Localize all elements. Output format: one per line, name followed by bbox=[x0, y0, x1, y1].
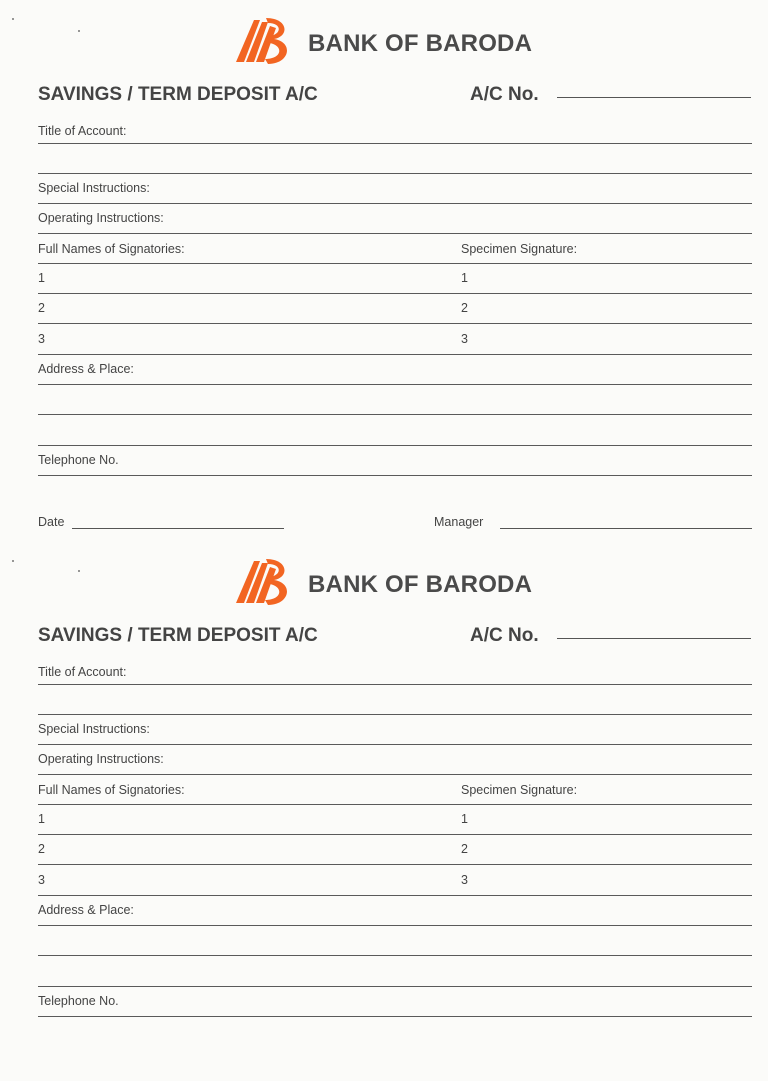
telephone-field[interactable] bbox=[38, 1016, 752, 1017]
signatory-number-2: 2 bbox=[38, 842, 45, 856]
title-of-account-field[interactable] bbox=[38, 684, 752, 685]
title-of-account-field-line-2[interactable] bbox=[38, 173, 752, 174]
signatory-2-field[interactable] bbox=[38, 864, 752, 865]
account-number-label: A/C No. bbox=[470, 84, 539, 105]
signature-number-2: 2 bbox=[461, 301, 468, 315]
special-instructions-field[interactable] bbox=[38, 744, 752, 745]
scan-speck bbox=[78, 570, 80, 572]
manager-label: Manager bbox=[434, 515, 484, 529]
title-of-account-label: Title of Account: bbox=[38, 665, 127, 679]
specimen-signature-label: Specimen Signature: bbox=[461, 783, 578, 797]
address-field-line-2[interactable] bbox=[38, 414, 752, 415]
date-field[interactable] bbox=[72, 528, 284, 529]
operating-instructions-field[interactable] bbox=[38, 233, 752, 234]
account-form-1 bbox=[0, 0, 768, 540]
title-of-account-field[interactable] bbox=[38, 143, 752, 144]
telephone-field[interactable] bbox=[38, 475, 752, 476]
signature-number-3: 3 bbox=[461, 332, 468, 346]
telephone-label: Telephone No. bbox=[38, 453, 119, 467]
address-label: Address & Place: bbox=[38, 903, 134, 917]
signature-number-1: 1 bbox=[461, 271, 468, 285]
signature-number-3: 3 bbox=[461, 873, 468, 887]
bank-name: BANK OF BARODA bbox=[308, 30, 533, 57]
form-title: SAVINGS / TERM DEPOSIT A/C bbox=[38, 625, 318, 646]
address-label: Address & Place: bbox=[38, 362, 134, 376]
signatories-header-line bbox=[38, 263, 752, 264]
signatories-header-line bbox=[38, 804, 752, 805]
title-of-account-field-line-2[interactable] bbox=[38, 714, 752, 715]
signatory-3-field[interactable] bbox=[38, 354, 752, 355]
special-instructions-label: Special Instructions: bbox=[38, 181, 150, 195]
bank-of-baroda-logo-icon bbox=[232, 555, 292, 607]
special-instructions-field[interactable] bbox=[38, 203, 752, 204]
account-number-label: A/C No. bbox=[470, 625, 539, 646]
operating-instructions-label: Operating Instructions: bbox=[38, 752, 164, 766]
scan-speck bbox=[12, 18, 14, 20]
signatories-label: Full Names of Signatories: bbox=[38, 783, 185, 797]
signatory-2-field[interactable] bbox=[38, 323, 752, 324]
signatory-1-field[interactable] bbox=[38, 834, 752, 835]
signatory-number-2: 2 bbox=[38, 301, 45, 315]
bank-name: BANK OF BARODA bbox=[308, 571, 533, 598]
account-form-2 bbox=[0, 541, 768, 1081]
address-field[interactable] bbox=[38, 384, 752, 385]
address-field-line-2[interactable] bbox=[38, 955, 752, 956]
address-field-line-3[interactable] bbox=[38, 986, 752, 987]
operating-instructions-field[interactable] bbox=[38, 774, 752, 775]
signature-number-1: 1 bbox=[461, 812, 468, 826]
signatory-number-3: 3 bbox=[38, 332, 45, 346]
signatory-1-field[interactable] bbox=[38, 293, 752, 294]
scan-speck bbox=[12, 560, 14, 562]
account-number-field[interactable] bbox=[557, 638, 751, 639]
date-label: Date bbox=[38, 515, 65, 529]
form-title: SAVINGS / TERM DEPOSIT A/C bbox=[38, 84, 318, 105]
address-field[interactable] bbox=[38, 925, 752, 926]
signatory-number-3: 3 bbox=[38, 873, 45, 887]
specimen-signature-label: Specimen Signature: bbox=[461, 242, 578, 256]
special-instructions-label: Special Instructions: bbox=[38, 722, 150, 736]
bank-of-baroda-logo-icon bbox=[232, 14, 292, 66]
account-number-field[interactable] bbox=[557, 97, 751, 98]
signatories-label: Full Names of Signatories: bbox=[38, 242, 185, 256]
operating-instructions-label: Operating Instructions: bbox=[38, 211, 164, 225]
signatory-number-1: 1 bbox=[38, 812, 45, 826]
signature-number-2: 2 bbox=[461, 842, 468, 856]
address-field-line-3[interactable] bbox=[38, 445, 752, 446]
telephone-label: Telephone No. bbox=[38, 994, 119, 1008]
title-of-account-label: Title of Account: bbox=[38, 124, 127, 138]
signatory-3-field[interactable] bbox=[38, 895, 752, 896]
manager-signature-field[interactable] bbox=[500, 528, 752, 529]
scan-speck bbox=[78, 30, 80, 32]
signatory-number-1: 1 bbox=[38, 271, 45, 285]
